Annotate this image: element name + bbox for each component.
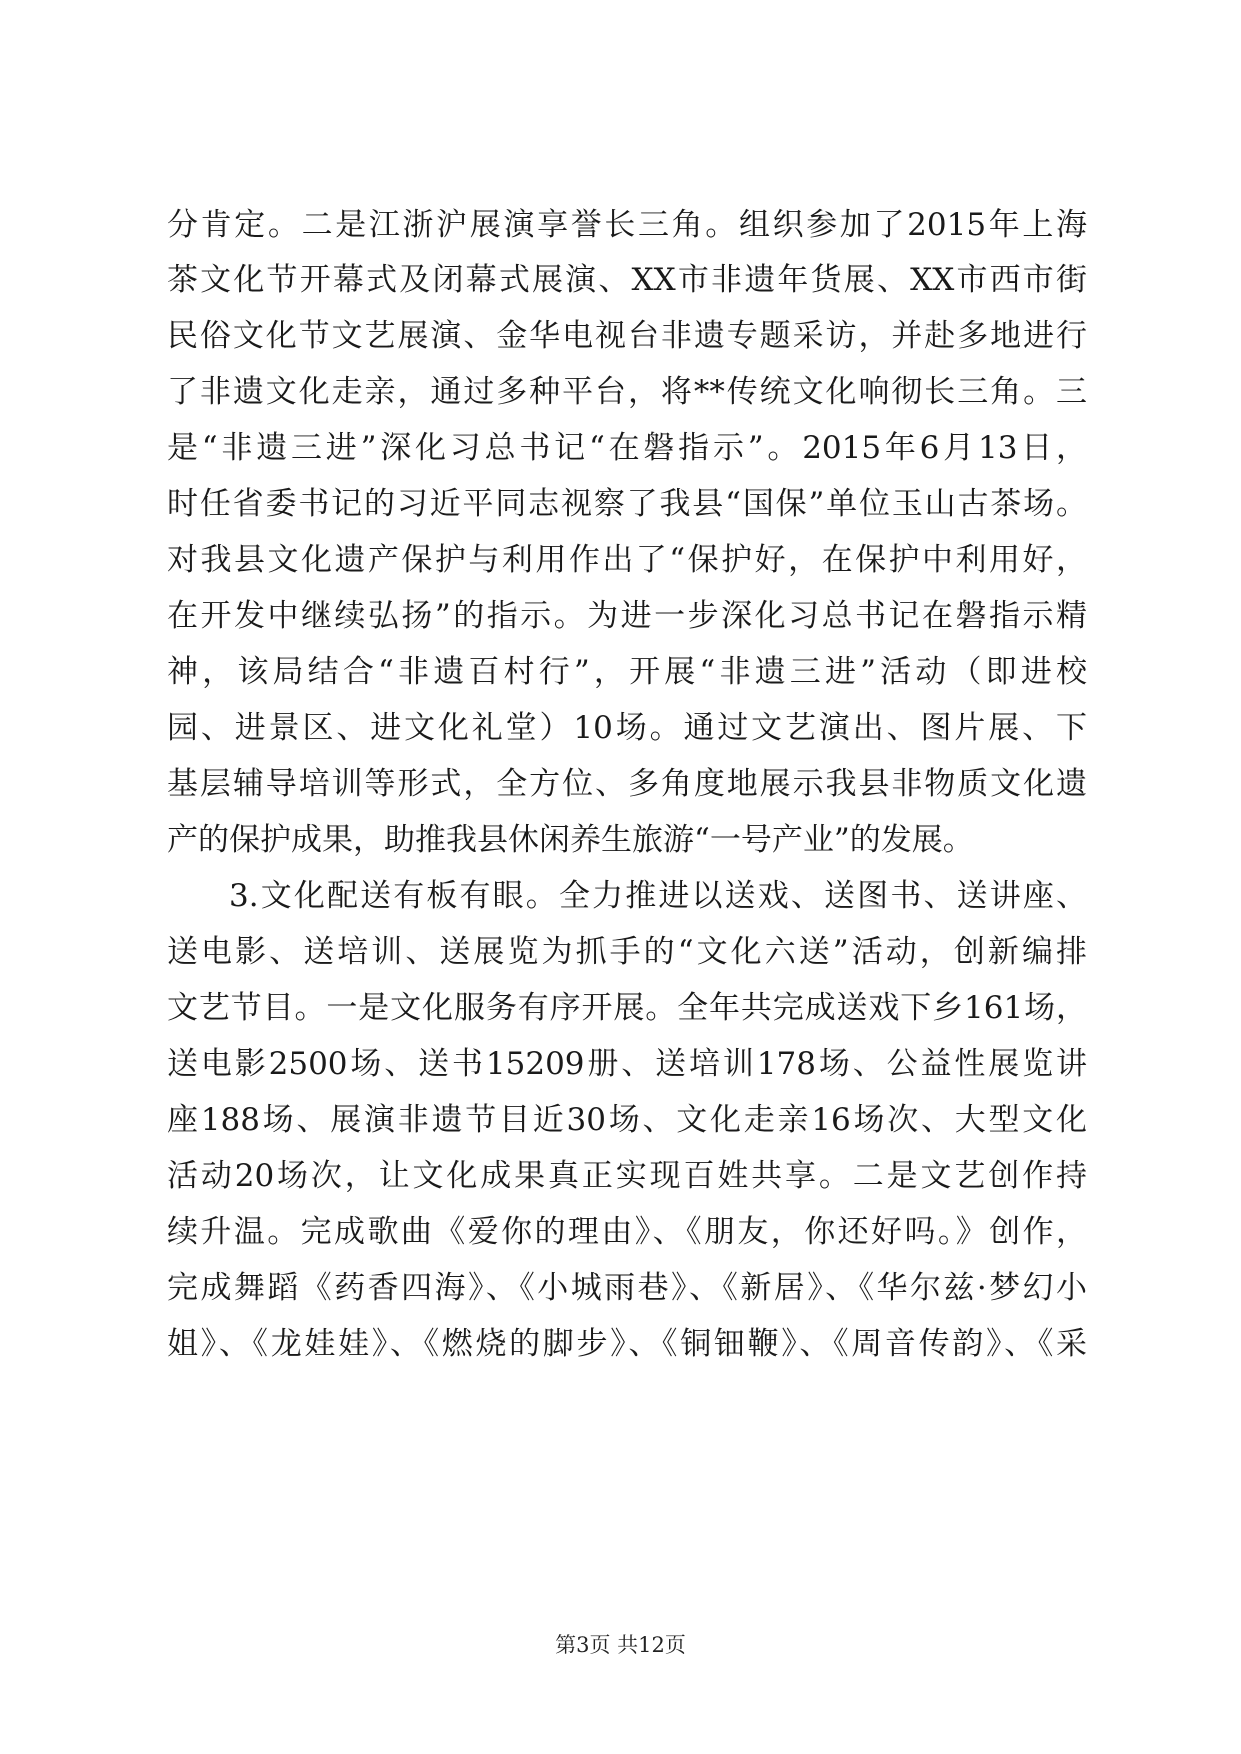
text-line: 神，该局结合“非遗百村行”，开展“非遗三进”活动（即进校 xyxy=(167,654,1087,690)
text-line: 茶文化节开幕式及闭幕式展演、XX市非遗年货展、XX市西市街 xyxy=(167,262,1087,298)
text-line: 是“非遗三进”深化习总书记“在磐指示”。2015年6月13日， xyxy=(167,430,1087,466)
text-line: 对我县文化遗产保护与利用作出了“保护好，在保护中利用好， xyxy=(167,542,1087,578)
text-line: 姐》、《龙娃娃》、《燃烧的脚步》、《铜钿鞭》、《周音传韵》、《采 xyxy=(167,1326,1087,1362)
text-line: 在开发中继续弘扬”的指示。为进一步深化习总书记在磐指示精 xyxy=(167,598,1087,634)
text-line: 送电影、送培训、送展览为抓手的“文化六送”活动，创新编排 xyxy=(167,934,1087,970)
paragraph-start-line: 3.文化配送有板有眼。全力推进以送戏、送图书、送讲座、 xyxy=(229,878,1087,914)
text-line: 了非遗文化走亲，通过多种平台，将**传统文化响彻长三角。三 xyxy=(167,374,1087,410)
text-line: 时任省委书记的习近平同志视察了我县“国保”单位玉山古茶场。 xyxy=(167,486,1087,522)
text-line: 产的保护成果，助推我县休闲养生旅游“一号产业”的发展。 xyxy=(167,822,974,858)
text-line: 文艺节目。一是文化服务有序开展。全年共完成送戏下乡161场， xyxy=(167,990,1087,1026)
text-line: 民俗文化节文艺展演、金华电视台非遗专题采访，并赴多地进行 xyxy=(167,318,1087,354)
text-line: 基层辅导培训等形式，全方位、多角度地展示我县非物质文化遗 xyxy=(167,766,1087,802)
text-line: 园、进景区、进文化礼堂）10场。通过文艺演出、图片展、下 xyxy=(167,710,1087,746)
page-number-footer: 第3页 共12页 xyxy=(555,1633,686,1657)
text-line: 完成舞蹈《药香四海》、《小城雨巷》、《新居》、《华尔兹·梦幻小 xyxy=(167,1270,1087,1306)
text-line: 送电影2500场、送书15209册、送培训178场、公益性展览讲 xyxy=(167,1046,1087,1082)
text-line: 座188场、展演非遗节目近30场、文化走亲16场次、大型文化 xyxy=(167,1102,1087,1138)
text-line: 续升温。完成歌曲《爱你的理由》、《朋友，你还好吗。》创作， xyxy=(167,1214,1087,1250)
text-line: 分肯定。二是江浙沪展演享誉长三角。组织参加了2015年上海 xyxy=(167,207,1087,243)
text-line: 活动20场次，让文化成果真正实现百姓共享。二是文艺创作持 xyxy=(167,1158,1087,1194)
